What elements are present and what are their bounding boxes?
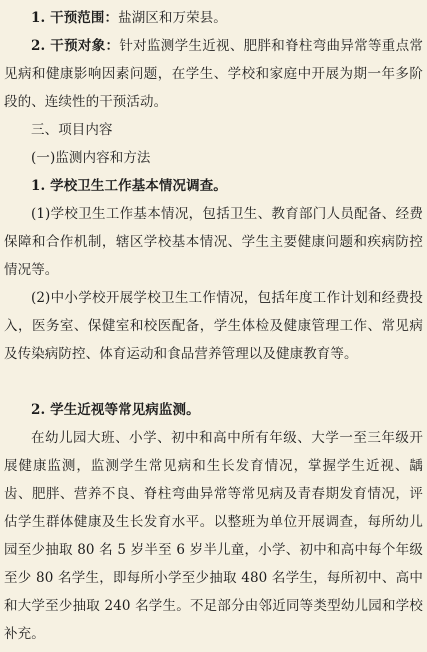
target-paragraph	[0, 32, 423, 116]
item1-paragraph-2: (2)中小学校开展学校卫生工作情况，包括年度工作计划和经费投入，医务室、保健室和校医配备，学生体检及健康管理工作、常见病及传染病防控、体育运动和食品营养管理以及健康教育等。	[4, 290, 423, 362]
item1-paragraph-1: (1)学校卫生工作基本情况，包括卫生、教育部门人员配备、经费保障和合作机制，辖区学校基本情况、学生主要健康问题和疾病防控情况等。	[4, 206, 423, 278]
target-text: 针对监测学生近视、肥胖和脊柱弯曲异常等重点常见病和健康影响因素问题，在学生、学校和家庭中开展为期一年多阶段的、连续性的干预活动。	[4, 38, 424, 110]
scope-label: 1. 干预范围：	[31, 10, 119, 26]
scope-text: 盐湖区和万荣县。	[118, 10, 227, 26]
item2-paragraph: 在幼儿园大班、小学、初中和高中所有年级、大学一至三年级开展健康监测，监测学生常见病和生长发育情况，掌握学生近视、龋齿、肥胖、营养不良、脊柱弯曲异常等常见病及青春期发育情况，评估学生群体健康及生长发育水平。以整班为单位开展调查，每所幼儿园至少抽取 80 名 5 岁半至 6 岁半儿童，小学、初中和高中每个年级至少 80 名学生，即每所小学至少抽取 480 名学生，每所初中、高中和大学至少抽取 240 名学生。不足部分由邻近同等类型幼儿园和学校补充。	[4, 430, 423, 642]
scope-paragraph	[0, 4, 427, 32]
item2-heading: 2. 学生近视等常见病监测。	[31, 402, 200, 418]
target-label: 2. 干预对象：	[31, 38, 120, 54]
item1-heading: 1. 学校卫生工作基本情况调查。	[31, 178, 227, 194]
section-heading: 三、项目内容	[31, 122, 113, 138]
subsection-heading: (一)监测内容和方法	[31, 150, 151, 166]
